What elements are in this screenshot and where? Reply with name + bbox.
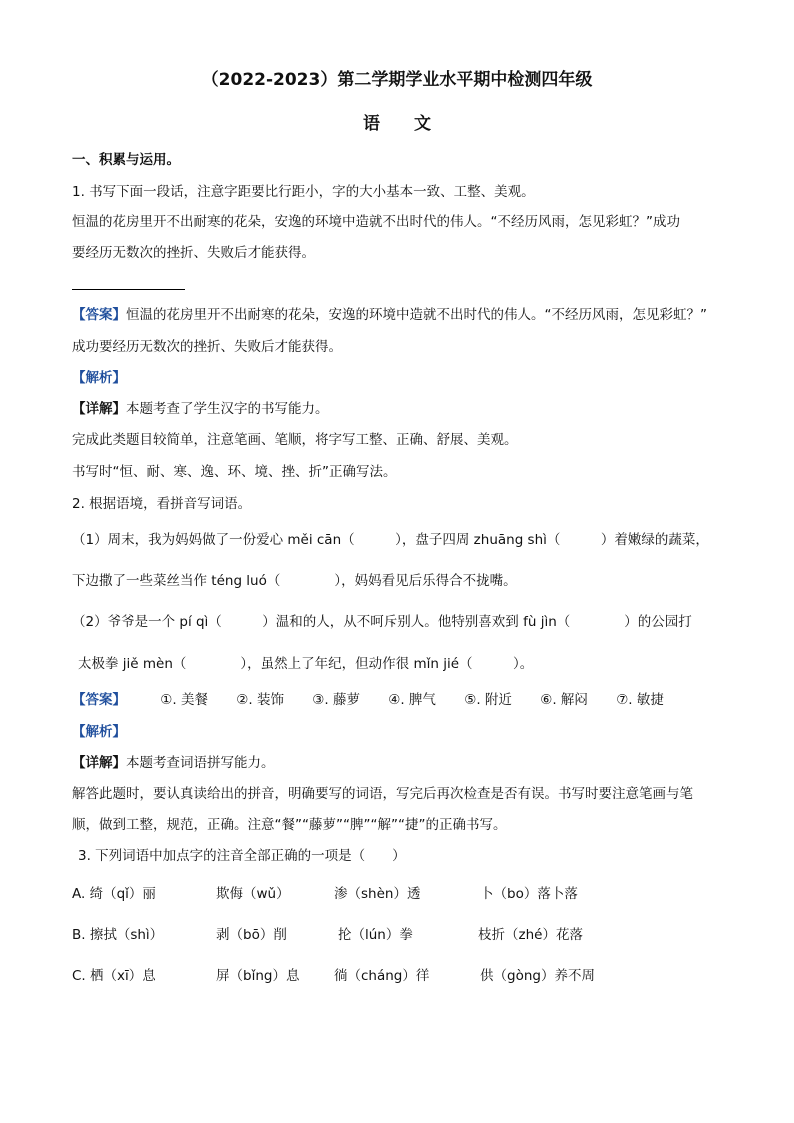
option-word: 徜（cháng）徉 <box>334 968 430 984</box>
page-title: （2022-2023）第二学期学业水平期中检测四年级 <box>201 70 593 90</box>
q2-line-3: （2）爷爷是一个 pí qì（ ）温和的人，从不呵斥别人。他特别喜欢到 fù jìn（ ）的公园打 <box>72 614 692 630</box>
q2-line-4: 太极拳 jiě mèn（ ），虽然上了年纪，但动作很 mǐn jié（ ）。 <box>78 656 534 672</box>
section-heading: 一、积累与运用。 <box>72 152 180 168</box>
q1-explain-line-2: 书写时“恒、耐、寒、逸、环、境、挫、折”正确写法。 <box>72 464 397 480</box>
answer-item: ⑦. 敏捷 <box>616 692 664 708</box>
option-word: 抡（lún）拳 <box>338 927 413 943</box>
answer-item: ⑤. 附近 <box>464 692 512 708</box>
q2-prompt: 2. 根据语境，看拼音写词语。 <box>72 496 252 512</box>
q2-line-1: （1）周末，我为妈妈做了一份爱心 měi cān（ ），盘子四周 zhuāng shì（ ）着嫩绿的蔬菜， <box>72 532 709 548</box>
option-word: 剥（bō）削 <box>216 927 287 943</box>
answer-tag: 【答案】 <box>72 307 126 323</box>
detail-text: 本题考查了学生汉字的书写能力。 <box>126 401 329 417</box>
option-word: A. 绮（qǐ）丽 <box>72 886 156 902</box>
answer-text: 恒温的花房里开不出耐寒的花朵，安逸的环境中造就不出时代的伟人。“不经历风雨，怎见彩虹？” <box>126 307 707 323</box>
q2-answer <box>72 690 664 710</box>
q2-detail <box>72 753 275 773</box>
answer-item: ⑥. 解闷 <box>540 692 588 708</box>
option-word: C. 栖（xī）息 <box>72 968 156 984</box>
answer-tag: 【答案】 <box>72 692 126 708</box>
q2-line-2: 下边撒了一些菜丝当作 téng luó（ ），妈妈看见后乐得合不拢嘴。 <box>72 573 517 589</box>
analysis-tag: 【解析】 <box>72 370 126 386</box>
answer-item: ③. 藤萝 <box>312 692 360 708</box>
q1-prompt: 1. 书写下面一段话，注意字距要比行距小，字的大小基本一致、工整、美观。 <box>72 184 535 200</box>
q2-explain-line-1: 解答此题时，要认真读给出的拼音，明确要写的词语，写完后再次检查是否有误。书写时要注意笔画与笔 <box>72 786 693 802</box>
q3-option-a <box>72 884 578 904</box>
subject-title: 语 文 <box>363 114 431 134</box>
q3-prompt: 3. 下列词语中加点字的注音全部正确的一项是（ ） <box>78 848 406 864</box>
answer-item: ②. 装饰 <box>236 692 284 708</box>
detail-tag: 【详解】 <box>72 401 126 417</box>
q3-option-c <box>72 966 595 986</box>
q3-option-b <box>72 925 583 945</box>
q1-answer <box>72 305 707 325</box>
q1-passage-line-2: 要经历无数次的挫折、失败后才能获得。 <box>72 245 315 261</box>
q1-answer-line-2: 成功要经历无数次的挫折、失败后才能获得。 <box>72 339 342 355</box>
q2-explain-line-2: 顺，做到工整，规范，正确。注意“餐”“藤萝”“脾”“解”“捷”的正确书写。 <box>72 817 507 833</box>
analysis-tag: 【解析】 <box>72 724 126 740</box>
option-word: 供（gòng）养不周 <box>480 968 595 984</box>
writing-line <box>72 289 185 290</box>
q1-detail <box>72 399 329 419</box>
detail-tag: 【详解】 <box>72 755 126 771</box>
detail-text: 本题考查词语拼写能力。 <box>126 755 275 771</box>
answer-item: ④. 脾气 <box>388 692 436 708</box>
option-word: B. 擦拭（shì） <box>72 927 164 943</box>
option-word: 渗（shèn）透 <box>334 886 421 902</box>
option-word: 欺侮（wǔ） <box>216 886 290 902</box>
option-word: 屏（bǐng）息 <box>216 968 300 984</box>
q1-passage-line-1: 恒温的花房里开不出耐寒的花朵，安逸的环境中造就不出时代的伟人。“不经历风雨，怎见彩虹？”成功 <box>72 214 680 230</box>
answer-item: ①. 美餐 <box>160 692 208 708</box>
q1-explain-line-1: 完成此类题目较简单，注意笔画、笔顺，将字写工整、正确、舒展、美观。 <box>72 432 518 448</box>
option-word: 卜（bo）落卜落 <box>480 886 578 902</box>
option-word: 枝折（zhé）花落 <box>478 927 583 943</box>
